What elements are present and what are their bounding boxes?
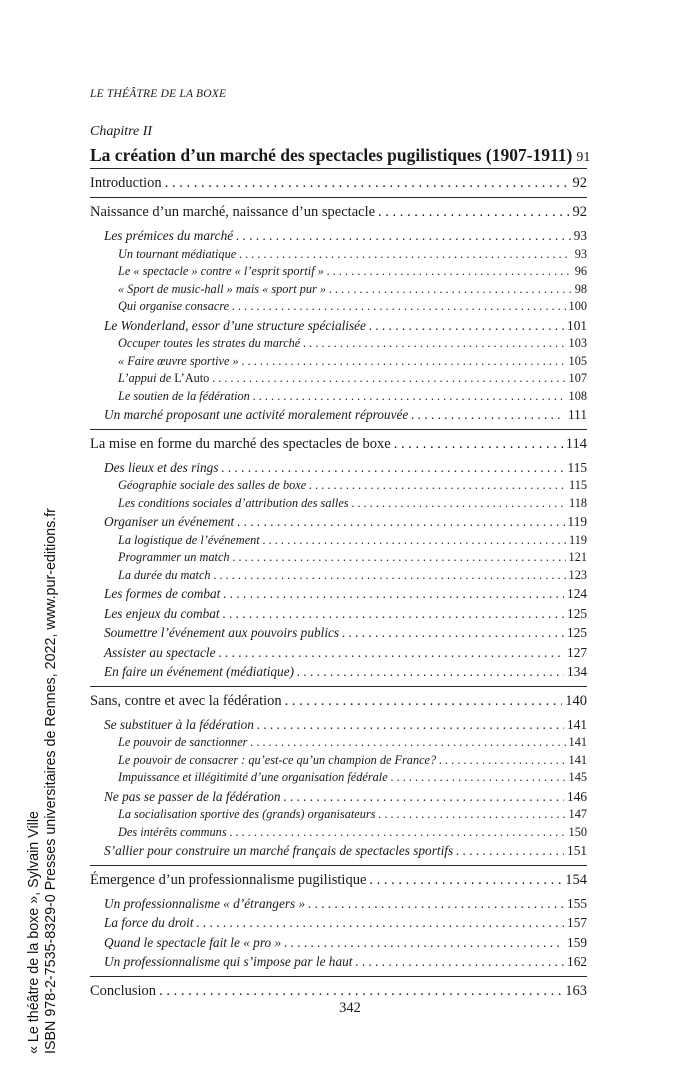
toc-entry-page: 92	[572, 175, 587, 191]
toc-entry-title: Un tournant médiatique	[118, 246, 237, 261]
toc-entry-title: Émergence d’un professionnalisme pugilistique	[90, 871, 367, 888]
toc-entry-page: 163	[565, 982, 587, 999]
toc-entry-page: 145	[568, 770, 587, 784]
leader-dots	[439, 752, 565, 770]
toc-entry-title: Un marché proposant une activité moralement réprouvée	[104, 407, 409, 422]
toc-entry[interactable]	[90, 226, 587, 246]
toc-entry-title: Le soutien de la fédération	[118, 388, 250, 403]
toc-entry-page: 150	[568, 824, 587, 839]
leader-dots	[284, 787, 565, 807]
leader-dots	[411, 405, 565, 425]
toc-entry[interactable]	[90, 715, 587, 735]
toc-entry-page: 101	[567, 317, 587, 333]
leader-dots	[369, 866, 562, 894]
chapter-label: Chapitre II	[90, 124, 153, 139]
leader-dots	[230, 824, 566, 842]
leader-dots	[242, 353, 566, 371]
toc-entry[interactable]	[90, 370, 587, 388]
toc-entry-title: La socialisation sportive des (grands) organisateurs	[118, 807, 376, 821]
leader-dots	[456, 841, 564, 861]
toc-entry[interactable]	[90, 662, 587, 682]
toc-entry[interactable]	[90, 429, 587, 458]
toc-entry[interactable]	[90, 281, 587, 299]
chapter-page: 91	[576, 150, 591, 165]
toc-entry-page: 118	[569, 495, 587, 510]
leader-dots	[250, 734, 565, 752]
toc-entry-title: Des lieux et des rings	[104, 459, 219, 475]
toc-entry-title: Assister au spectacle	[104, 644, 216, 660]
toc-entry[interactable]	[90, 643, 587, 663]
toc-entry-title: Quand le spectacle fait le « pro »	[104, 934, 282, 950]
toc-entry-page: 124	[567, 586, 587, 601]
toc-entry-title: Les formes de combat	[104, 586, 221, 601]
toc-entry-title: « Faire œuvre sportive »	[118, 353, 239, 368]
toc-entry-title: S’allier pour construire un marché français de spectacles sportifs	[104, 843, 454, 858]
toc-entry-page: 92	[572, 204, 587, 220]
toc-entry-page: 119	[567, 514, 587, 529]
toc-entry-title: « Sport de music-hall » mais « sport pur »	[118, 281, 327, 296]
toc-entry-title: En faire un événement (médiatique)	[104, 664, 295, 679]
toc-entry-title: La mise en forme du marché des spectacles de boxe	[90, 435, 391, 452]
toc-entry-page: 105	[568, 353, 587, 368]
leader-dots	[223, 584, 564, 604]
toc-entry-page: 141	[568, 752, 587, 767]
running-head: LE THÉÂTRE DE LA BOXE	[90, 88, 227, 100]
leader-dots	[369, 316, 564, 336]
toc-entry[interactable]	[90, 316, 587, 336]
toc-entry[interactable]	[90, 512, 587, 532]
toc-entry-page: 125	[567, 605, 587, 621]
toc-entry-title: La durée du match	[118, 567, 211, 582]
toc-entry[interactable]	[90, 495, 587, 513]
toc-entry-page: 151	[567, 843, 587, 858]
leader-dots	[257, 715, 564, 735]
toc-entry-title: Le « spectacle » contre « l’esprit sportif »	[118, 264, 324, 278]
toc-entry[interactable]	[90, 824, 587, 842]
toc-entry[interactable]	[90, 567, 587, 585]
toc-entry[interactable]	[90, 894, 587, 914]
toc-entry-page: 159	[567, 934, 587, 950]
leader-dots	[219, 643, 565, 663]
chapter-title: La création d’un marché des spectacles pugilistiques (1907-1911)	[90, 145, 573, 165]
toc-entry-page: 157	[567, 915, 587, 930]
leader-dots	[221, 458, 564, 478]
toc-entry-title: Des intérêts communs	[118, 824, 227, 839]
toc-entry-page: 125	[567, 625, 587, 640]
toc-entry[interactable]	[90, 787, 587, 807]
toc-entry-title: Programmer un match	[118, 550, 230, 564]
toc-entry[interactable]	[90, 623, 587, 643]
toc-entry[interactable]	[90, 933, 587, 953]
chapter-title-row	[90, 145, 591, 166]
toc-entry-title: Sans, contre et avec la fédération	[90, 692, 282, 709]
leader-dots	[309, 477, 566, 495]
toc-entry[interactable]	[90, 865, 587, 894]
toc-entry[interactable]	[90, 752, 587, 770]
toc-entry-title: Un professionnalisme qui s’impose par le haut	[104, 954, 353, 969]
leader-dots	[239, 246, 572, 264]
leader-dots	[342, 623, 564, 643]
page-number: 342	[339, 1000, 361, 1016]
toc-entry-title: Soumettre l’événement aux pouvoirs publics	[104, 625, 340, 640]
toc-entry-title: Naissance d’un marché, naissance d’un spectacle	[90, 204, 376, 220]
leader-dots	[303, 335, 565, 353]
toc-entry[interactable]	[90, 298, 587, 316]
leader-dots	[352, 495, 566, 513]
leader-dots	[212, 370, 565, 388]
leader-dots	[233, 549, 566, 567]
toc-entry-title: Introduction	[90, 175, 162, 191]
leader-dots	[263, 532, 566, 550]
toc-entry-title: Conclusion	[90, 982, 157, 999]
toc-entry-title: Organiser un événement	[104, 514, 235, 529]
toc-entry[interactable]	[90, 913, 587, 933]
toc-entry-page: 111	[568, 407, 587, 422]
toc-entry[interactable]	[90, 604, 587, 624]
toc-entry-page: 93	[574, 246, 587, 261]
toc-entry-page: 123	[568, 567, 587, 582]
leader-dots	[297, 662, 564, 682]
leader-dots	[214, 567, 566, 585]
side-credit-line-2: ISBN 978-2-7535-8329-0 Presses universitaires de Rennes, 2022, www.pur-editions.fr	[43, 508, 59, 1054]
leader-dots	[355, 952, 564, 972]
toc-entry-page: 140	[565, 692, 587, 709]
toc-entry-title: Impuissance et illégitimité d’une organisation fédérale	[118, 770, 388, 784]
leader-dots	[197, 913, 565, 933]
toc-entry[interactable]	[90, 806, 587, 824]
leader-dots	[253, 388, 566, 406]
leader-dots	[237, 512, 564, 532]
toc-entry-page: 103	[568, 336, 587, 350]
toc-entry[interactable]	[90, 353, 587, 371]
leader-dots	[329, 281, 572, 299]
toc-entry-title: Le pouvoir de sanctionner	[118, 735, 248, 749]
toc-entry-title: Les conditions sociales d’attribution des salles	[118, 495, 349, 510]
toc-entry[interactable]	[90, 263, 587, 281]
toc-entry[interactable]	[90, 458, 587, 478]
toc-entry[interactable]	[90, 952, 587, 972]
toc-entry[interactable]	[90, 405, 587, 425]
leader-dots	[378, 806, 565, 824]
toc-entry-page: 107	[568, 371, 587, 385]
leader-dots	[308, 894, 564, 914]
toc-entry-title: Ne pas se passer de la fédération	[104, 788, 281, 804]
toc-entry-title: La logistique de l’événement	[118, 532, 260, 547]
leader-dots	[327, 263, 572, 281]
leader-dots	[165, 169, 570, 197]
toc-entry-title: Se substituer à la fédération	[104, 716, 254, 732]
toc-entry-page: 121	[568, 550, 587, 564]
toc-entry-page: 108	[568, 388, 587, 403]
toc-entry-page: 98	[574, 281, 587, 296]
toc-entry-page: 119	[569, 532, 587, 547]
toc-entry[interactable]	[90, 686, 587, 715]
toc-entry[interactable]	[90, 769, 587, 787]
toc-entry-page: 162	[567, 954, 587, 969]
toc-entry-page: 147	[568, 807, 587, 821]
toc-entry[interactable]	[90, 734, 587, 752]
side-credit	[26, 508, 60, 1054]
leader-dots	[232, 298, 565, 316]
toc-entry-page: 115	[567, 459, 587, 475]
toc-entry-title: Le Wonderland, essor d’une structure spécialisée	[104, 317, 366, 333]
toc-entry-title: Qui organise consacre	[118, 299, 230, 313]
toc-entry-title: Les enjeux du combat	[104, 605, 220, 621]
toc-entry-title: Les prémices du marché	[104, 228, 234, 243]
toc-entry-page: 115	[569, 478, 587, 492]
toc-entry-title: Le pouvoir de consacrer : qu’est-ce qu’un champion de France?	[118, 752, 437, 767]
toc-entry-title: Géographie sociale des salles de boxe	[118, 478, 307, 492]
toc-entry-page: 141	[568, 735, 587, 749]
leader-dots	[284, 933, 564, 953]
toc-entry[interactable]	[90, 197, 587, 226]
table-of-contents	[90, 168, 587, 1005]
leader-dots	[391, 769, 566, 787]
leader-dots	[394, 430, 563, 458]
toc-entry-page: 96	[574, 264, 587, 278]
toc-entry[interactable]	[90, 388, 587, 406]
toc-entry-page: 146	[567, 788, 587, 804]
toc-entry-page: 127	[567, 644, 587, 660]
leader-dots	[285, 687, 563, 715]
toc-entry-page: 154	[565, 871, 587, 888]
toc-entry-title: La force du droit	[104, 915, 194, 930]
leader-dots	[223, 604, 564, 624]
toc-entry-page: 93	[573, 228, 587, 243]
toc-entry[interactable]	[90, 477, 587, 495]
toc-entry[interactable]	[90, 532, 587, 550]
toc-entry-title: L’appui de L’Auto	[118, 371, 210, 385]
leader-dots	[236, 226, 571, 246]
toc-entry-page: 155	[567, 895, 587, 911]
toc-entry-page: 114	[565, 435, 587, 452]
toc-entry-title: Occuper toutes les strates du marché	[118, 336, 301, 350]
toc-entry[interactable]	[90, 841, 587, 861]
toc-entry[interactable]	[90, 246, 587, 264]
toc-entry-title-upright: L’Auto	[174, 371, 210, 385]
toc-entry-page: 141	[567, 716, 587, 732]
toc-entry-page: 134	[567, 664, 587, 679]
leader-dots	[378, 198, 569, 226]
toc-entry[interactable]	[90, 168, 587, 197]
toc-entry-page: 100	[568, 299, 587, 313]
side-credit-line-1: « Le théâtre de la boxe », Sylvain Ville	[26, 811, 42, 1054]
toc-entry[interactable]	[90, 584, 587, 604]
toc-entry[interactable]	[90, 549, 587, 567]
toc-entry-title: Un professionnalisme « d’étrangers »	[104, 895, 306, 911]
toc-entry[interactable]	[90, 335, 587, 353]
